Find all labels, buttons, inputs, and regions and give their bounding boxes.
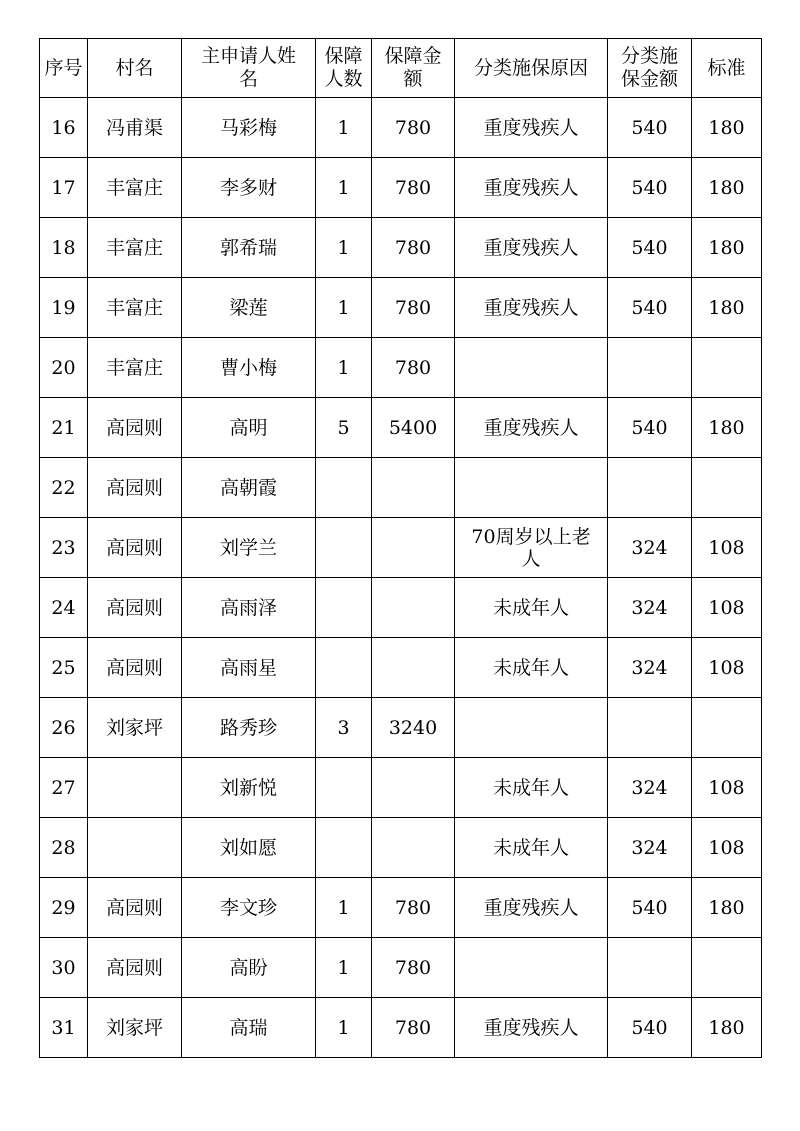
cell-applicant-name: 郭希瑞 [182,218,316,278]
table-header [40,39,762,98]
cell-covered-people: 1 [316,938,372,998]
cell-village-name: 高园则 [88,938,182,998]
header-covered-people: 保障人数 [316,39,372,98]
header-row [40,39,762,98]
cell-covered-people: 1 [316,158,372,218]
cell-classification-reason: 70周岁以上老人 [455,518,608,578]
cell-village-name: 高园则 [88,458,182,518]
cell-covered-people: 1 [316,218,372,278]
cell-covered-people: 3 [316,698,372,758]
cell-village-name: 高园则 [88,518,182,578]
cell-village-name: 高园则 [88,878,182,938]
cell-covered-people [316,518,372,578]
cell-classification-reason: 未成年人 [455,638,608,698]
table-row [40,818,762,878]
cell-applicant-name: 高盼 [182,938,316,998]
cell-classification-amount [608,938,692,998]
table-row [40,98,762,158]
cell-classification-amount: 324 [608,638,692,698]
cell-serial-no: 26 [40,698,88,758]
cell-serial-no: 31 [40,998,88,1058]
cell-classification-reason: 重度残疾人 [455,878,608,938]
cell-serial-no: 30 [40,938,88,998]
cell-benefit-amount [372,758,455,818]
table-row [40,518,762,578]
cell-benefit-amount: 780 [372,278,455,338]
cell-classification-amount: 540 [608,398,692,458]
cell-classification-amount: 324 [608,518,692,578]
cell-classification-reason: 重度残疾人 [455,998,608,1058]
cell-covered-people: 1 [316,278,372,338]
cell-classification-reason: 重度残疾人 [455,98,608,158]
cell-classification-reason: 未成年人 [455,578,608,638]
cell-classification-amount: 540 [608,878,692,938]
table-row [40,578,762,638]
cell-classification-amount [608,338,692,398]
cell-applicant-name: 梁莲 [182,278,316,338]
cell-standard: 180 [692,98,762,158]
cell-covered-people [316,578,372,638]
cell-village-name: 刘家坪 [88,998,182,1058]
cell-serial-no: 20 [40,338,88,398]
cell-benefit-amount: 780 [372,158,455,218]
table-body [40,98,762,1058]
cell-serial-no: 21 [40,398,88,458]
header-benefit-amount: 保障金额 [372,39,455,98]
cell-standard: 108 [692,758,762,818]
cell-classification-amount: 324 [608,758,692,818]
cell-serial-no: 17 [40,158,88,218]
cell-benefit-amount [372,458,455,518]
cell-applicant-name: 李多财 [182,158,316,218]
cell-standard [692,458,762,518]
table-row [40,398,762,458]
cell-serial-no: 16 [40,98,88,158]
cell-covered-people [316,638,372,698]
cell-classification-amount: 540 [608,278,692,338]
cell-classification-reason [455,338,608,398]
cell-standard [692,338,762,398]
cell-standard: 108 [692,578,762,638]
cell-applicant-name: 高雨星 [182,638,316,698]
cell-standard: 180 [692,158,762,218]
cell-benefit-amount [372,578,455,638]
cell-covered-people: 5 [316,398,372,458]
cell-benefit-amount [372,638,455,698]
cell-serial-no: 27 [40,758,88,818]
cell-classification-reason [455,458,608,518]
cell-standard: 180 [692,998,762,1058]
cell-classification-amount: 540 [608,998,692,1058]
cell-village-name: 高园则 [88,638,182,698]
cell-applicant-name: 高明 [182,398,316,458]
cell-serial-no: 29 [40,878,88,938]
cell-serial-no: 18 [40,218,88,278]
cell-serial-no: 19 [40,278,88,338]
table-row [40,998,762,1058]
cell-classification-amount [608,698,692,758]
cell-classification-reason: 重度残疾人 [455,158,608,218]
cell-covered-people: 1 [316,98,372,158]
cell-standard: 108 [692,638,762,698]
cell-benefit-amount: 5400 [372,398,455,458]
cell-standard: 180 [692,398,762,458]
table-row [40,218,762,278]
header-classification-reason: 分类施保原因 [455,39,608,98]
cell-benefit-amount: 780 [372,218,455,278]
cell-village-name: 刘家坪 [88,698,182,758]
cell-classification-reason: 未成年人 [455,758,608,818]
relief-roster-table [39,38,762,1058]
cell-applicant-name: 高朝霞 [182,458,316,518]
cell-village-name [88,818,182,878]
cell-classification-amount: 540 [608,218,692,278]
header-standard: 标准 [692,39,762,98]
cell-standard: 180 [692,878,762,938]
cell-covered-people [316,818,372,878]
table-row [40,938,762,998]
header-serial-no: 序号 [40,39,88,98]
cell-classification-amount: 540 [608,158,692,218]
cell-covered-people: 1 [316,878,372,938]
cell-serial-no: 24 [40,578,88,638]
cell-benefit-amount [372,518,455,578]
cell-classification-amount: 324 [608,578,692,638]
cell-village-name: 冯甫渠 [88,98,182,158]
table-row [40,758,762,818]
cell-village-name: 丰富庄 [88,158,182,218]
table-row [40,278,762,338]
cell-benefit-amount: 780 [372,938,455,998]
table-row [40,698,762,758]
cell-standard [692,938,762,998]
cell-covered-people: 1 [316,338,372,398]
cell-standard: 180 [692,278,762,338]
cell-classification-amount: 540 [608,98,692,158]
cell-benefit-amount [372,818,455,878]
header-classification-amount: 分类施保金额 [608,39,692,98]
cell-benefit-amount: 780 [372,998,455,1058]
cell-applicant-name: 马彩梅 [182,98,316,158]
cell-serial-no: 28 [40,818,88,878]
cell-benefit-amount: 3240 [372,698,455,758]
cell-village-name [88,758,182,818]
cell-applicant-name: 路秀珍 [182,698,316,758]
cell-benefit-amount: 780 [372,338,455,398]
cell-applicant-name: 刘如愿 [182,818,316,878]
cell-covered-people: 1 [316,998,372,1058]
header-village-name: 村名 [88,39,182,98]
cell-standard: 180 [692,218,762,278]
cell-applicant-name: 刘新悦 [182,758,316,818]
cell-classification-amount [608,458,692,518]
cell-covered-people [316,758,372,818]
cell-serial-no: 25 [40,638,88,698]
cell-classification-reason [455,938,608,998]
cell-classification-reason [455,698,608,758]
cell-village-name: 丰富庄 [88,338,182,398]
cell-applicant-name: 曹小梅 [182,338,316,398]
table-row [40,638,762,698]
table-row [40,338,762,398]
table-row [40,878,762,938]
cell-covered-people [316,458,372,518]
cell-village-name: 丰富庄 [88,278,182,338]
table-row [40,458,762,518]
cell-serial-no: 22 [40,458,88,518]
cell-applicant-name: 刘学兰 [182,518,316,578]
cell-classification-reason: 重度残疾人 [455,398,608,458]
header-applicant-name: 主申请人姓名 [182,39,316,98]
cell-village-name: 丰富庄 [88,218,182,278]
cell-classification-reason: 重度残疾人 [455,278,608,338]
cell-classification-amount: 324 [608,818,692,878]
cell-village-name: 高园则 [88,578,182,638]
cell-standard: 108 [692,818,762,878]
cell-benefit-amount: 780 [372,98,455,158]
cell-classification-reason: 未成年人 [455,818,608,878]
cell-applicant-name: 李文珍 [182,878,316,938]
cell-standard: 108 [692,518,762,578]
cell-village-name: 高园则 [88,398,182,458]
cell-applicant-name: 高雨泽 [182,578,316,638]
cell-standard [692,698,762,758]
table-row [40,158,762,218]
cell-benefit-amount: 780 [372,878,455,938]
cell-applicant-name: 高瑞 [182,998,316,1058]
cell-serial-no: 23 [40,518,88,578]
cell-classification-reason: 重度残疾人 [455,218,608,278]
